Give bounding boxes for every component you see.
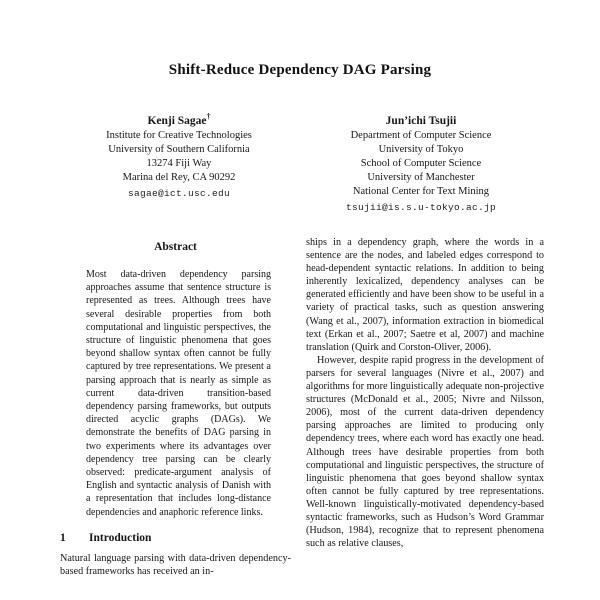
right-column xyxy=(306,236,544,550)
right-column-paragraph-2: However, despite rapid progress in the development of parsers for several languages (Nivre et al., 2007) and algorithms for more linguistically adequate non-projective structures (McDonald et al., 2005; Nivre and Nilsson, 2006), most of the current data-driven dependency parsing approaches are limited to producing only dependency trees, where each word has exactly one head. Although trees have desirable properties from both computational and linguistic perspectives, the structure of linguistic phenomena that goes beyond shallow syntax often cannot be fully captured by tree representations. Well-known linguistically-motivated dependency-based syntactic frameworks, such as Hudson’s Word Grammar (Hudson, 1984), recognize that to represent phenomena such as relative clauses, xyxy=(306,354,544,550)
author-email: tsujii@is.s.u-tokyo.ac.jp xyxy=(345,201,497,213)
introduction-paragraph: Natural language parsing with data-driven dependency-based frameworks has received an in- xyxy=(60,552,291,577)
author-block-sagae xyxy=(58,109,300,215)
author-footnote-mark: † xyxy=(206,112,211,121)
author-block-tsujii xyxy=(300,109,542,215)
author-name-text: Jun’ichi Tsujii xyxy=(385,114,457,127)
author-affiliation: Marina del Rey, CA 90292 xyxy=(122,171,236,183)
author-affiliation: School of Computer Science xyxy=(360,157,482,169)
abstract-text: Most data-driven dependency parsing approaches assume that sentence structure is represented as trees. Although trees have several desirable properties from both computational and linguistic perspectives, the structure of linguistic phenomena that goes beyond shallow syntax often cannot be fully captured by tree representations. We present a parsing approach that is nearly as simple as current data-driven transition-based dependency parsing frameworks, but outputs directed acyclic graphs (DAGs). We demonstrate the benefits of DAG parsing in two experiments where its advantages over dependency tree parsing can be clearly observed: predicate-argument analysis of English and syntactic analysis of Danish with a representation that includes long-distance dependencies and anaphoric reference links. xyxy=(86,269,271,518)
right-column-paragraph-1: ships in a dependency graph, where the words in a sentence are the nodes, and labeled edges correspond to head-dependent syntactic relations. In addition to being inherently lexicalized, dependency analyses can be generated efficiently and have been show to be useful in a variety of practical tasks, such as question answering (Wang et al., 2007), information extraction in biomedical text (Erkan et al., 2007; Saetre et al, 2007) and machine translation (Quirk and Corston-Oliver, 2006). xyxy=(306,237,544,353)
author-name xyxy=(300,109,542,129)
author-blocks xyxy=(58,109,542,215)
author-affiliation: Institute for Creative Technologies xyxy=(106,129,252,141)
author-affiliation: University of Southern California xyxy=(108,143,250,155)
left-column xyxy=(60,241,291,578)
section-number: 1 xyxy=(60,531,66,544)
abstract-heading: Abstract xyxy=(154,241,197,253)
author-affiliation: National Center for Text Mining xyxy=(352,185,490,197)
author-name-text: Kenji Sagae xyxy=(147,114,207,127)
section-heading-introduction xyxy=(60,532,291,544)
section-title: Introduction xyxy=(89,531,152,544)
author-affiliation: University of Tokyo xyxy=(378,143,464,155)
author-affiliation: Department of Computer Science xyxy=(350,129,492,141)
author-affiliation: University of Manchester xyxy=(367,171,475,183)
paper-title: Shift-Reduce Dependency DAG Parsing xyxy=(168,62,432,78)
author-email: sagae@ict.usc.edu xyxy=(127,187,230,199)
author-affiliation: 13274 Fiji Way xyxy=(146,157,212,169)
author-name xyxy=(58,109,300,129)
